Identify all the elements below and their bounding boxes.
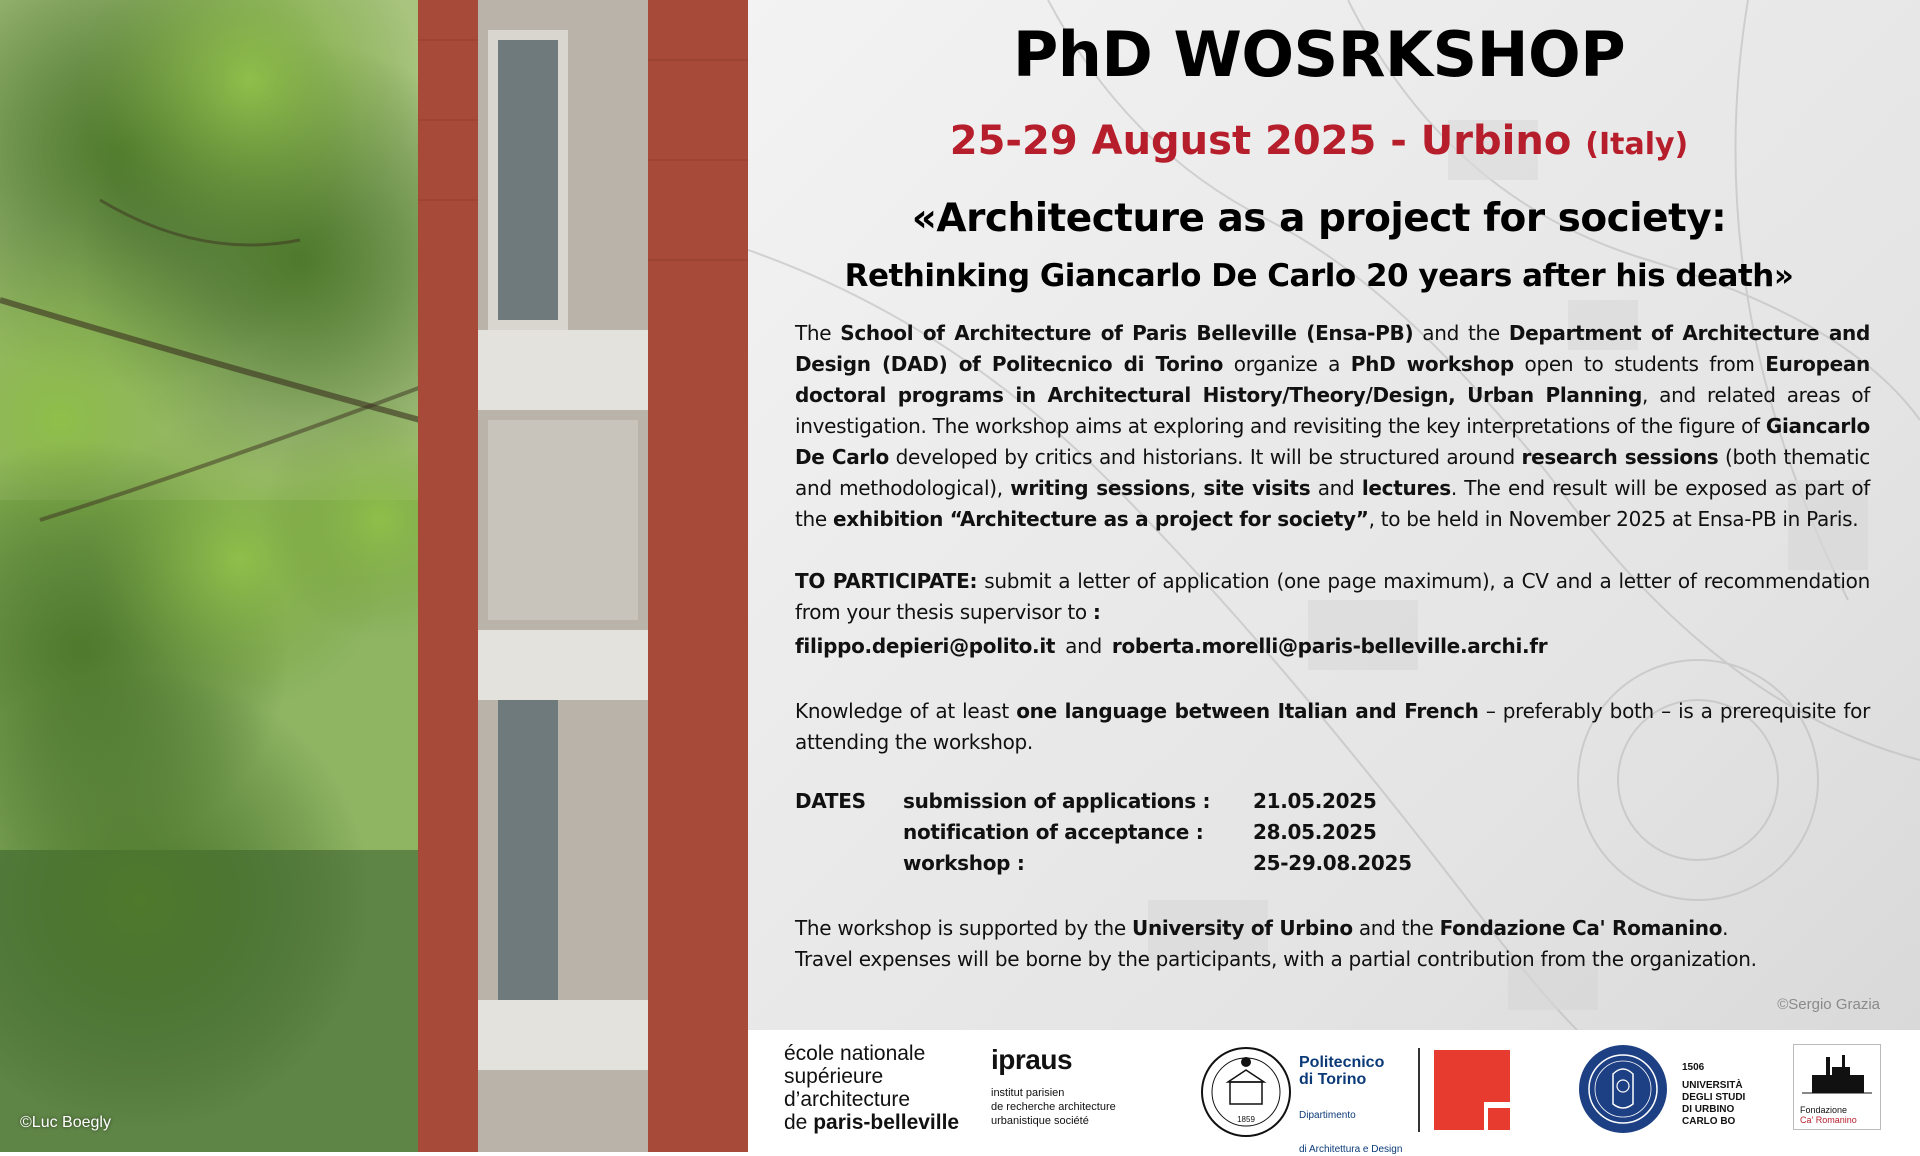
intro-text: , — [1189, 476, 1204, 500]
date-row-key: workshop : — [903, 851, 1025, 875]
intro-paragraph — [795, 318, 1870, 535]
fondazione-line: Ca' Romanino — [1800, 1115, 1857, 1125]
fondazione-logo — [1793, 1044, 1881, 1130]
intro-bold: European doctoral programs in Architectural History/Theory/Design, Urban Planning — [795, 352, 1870, 407]
uniurb-seal-icon — [1578, 1044, 1668, 1134]
date-row-value: 21.05.2025 — [1253, 789, 1377, 813]
polito-text — [1299, 1054, 1402, 1156]
intro-bold: PhD workshop — [1350, 352, 1514, 376]
date-row-value: 25-29.08.2025 — [1253, 851, 1412, 875]
email-link-depieri[interactable]: filippo.depieri@polito.it — [795, 634, 1056, 658]
uniurb-text — [1682, 1062, 1745, 1128]
ipraus-name: ipraus — [991, 1044, 1073, 1075]
subtitle-line-1: «Architecture as a project for society: — [911, 196, 1727, 241]
intro-text: . The end result will be exposed as part of the — [795, 476, 1871, 531]
intro-bold: site visits — [1203, 476, 1311, 500]
uniurb-logo — [1578, 1044, 1758, 1140]
date-row-value: 28.05.2025 — [1253, 820, 1377, 844]
ipraus-desc-line: institut parisien — [991, 1087, 1065, 1099]
fondazione-line: Fondazione — [1800, 1105, 1848, 1115]
polito-seal-icon — [1198, 1044, 1294, 1140]
intro-text: (both thematic and methodological), — [795, 445, 1870, 500]
email-link-morelli[interactable]: roberta.morelli@paris-belleville.archi.fr — [1111, 634, 1548, 658]
contact-emails — [795, 634, 1547, 658]
page-title: PhD WOSRKSHOP — [1012, 18, 1626, 91]
uniurb-line: DI URBINO — [1682, 1104, 1735, 1115]
partner-logos — [748, 1030, 1920, 1155]
ensa-line — [784, 1111, 959, 1134]
uniurb-line: UNIVERSITÀ — [1682, 1080, 1743, 1091]
ipraus-desc-line: urbanistique société — [991, 1115, 1089, 1127]
intro-text: organize a — [1223, 352, 1351, 376]
participate-colon: : — [1092, 600, 1101, 624]
content-panel — [748, 0, 1920, 1030]
ipraus-description — [991, 1086, 1116, 1128]
support-bold: University of Urbino — [1132, 916, 1353, 940]
polito-dept: Dipartimento — [1299, 1110, 1356, 1121]
ca-romanino-house-icon — [1802, 1053, 1872, 1103]
ensa-line-prefix: de — [784, 1111, 814, 1134]
intro-text: developed by critics and historians. It will be structured around — [888, 445, 1522, 469]
ipraus-desc-line: de recherche architecture — [991, 1101, 1116, 1113]
intro-bold: Department of Architecture and Design (DAD) of Politecnico di Torino — [795, 321, 1870, 376]
brick-building-illustration — [418, 0, 748, 1152]
ensa-line: supérieure — [784, 1065, 884, 1088]
support-text: . — [1722, 916, 1729, 940]
intro-text: , and related areas of investigation. The workshop aims at exploring and revisiting the key interpretations of the figure of — [795, 383, 1870, 438]
date-row-key: notification of acceptance : — [903, 820, 1204, 844]
ensa-logo — [784, 1042, 959, 1134]
dad-logo-icon — [1434, 1050, 1510, 1130]
participate-text: submit a letter of application (one page maximum), a CV and a letter of recommendation from your thesis supervisor to — [795, 569, 1870, 624]
support-text: The workshop is supported by the — [795, 916, 1132, 940]
uniurb-line: CARLO BO — [1682, 1116, 1736, 1127]
cover-photo — [0, 0, 748, 1152]
ensa-line: d’architecture — [784, 1088, 911, 1111]
language-text: – preferably both – is a prerequisite for attending the workshop. — [795, 699, 1870, 754]
participate-label: TO PARTICIPATE: — [795, 569, 978, 593]
intro-text: and — [1310, 476, 1362, 500]
intro-bold: exhibition “Architecture as a project for society” — [832, 507, 1369, 531]
participate-paragraph — [795, 566, 1870, 628]
email-separator: and — [1065, 634, 1102, 658]
support-text: and the — [1352, 916, 1440, 940]
polito-name: di Torino — [1299, 1071, 1367, 1088]
country-text: (Italy) — [1585, 127, 1689, 162]
subtitle-line-2: Rethinking Giancarlo De Carlo 20 years after his death» — [844, 258, 1794, 294]
intro-bold: Giancarlo De Carlo — [795, 414, 1870, 469]
logo-divider — [1418, 1048, 1420, 1132]
intro-bold: lectures — [1361, 476, 1451, 500]
language-text: Knowledge of at least — [795, 699, 1017, 723]
dates-label: DATES — [795, 789, 866, 813]
intro-bold: School of Architecture of Paris Belleville (Ensa-PB) — [840, 321, 1414, 345]
intro-bold: writing sessions — [1010, 476, 1190, 500]
polito-dept: di Architettura e Design — [1299, 1144, 1403, 1155]
language-bold: one language between Italian and French — [1016, 699, 1479, 723]
support-bold: Fondazione Ca' Romanino — [1439, 916, 1723, 940]
uniurb-line: DEGLI STUDI — [1682, 1092, 1746, 1103]
fondazione-text — [1800, 1105, 1857, 1125]
date-row-key: submission of applications : — [903, 789, 1211, 813]
polito-seal-year: 1859 — [1237, 1115, 1255, 1124]
ensa-line: école nationale — [784, 1042, 926, 1065]
date-location-text: 25-29 August 2025 - Urbino — [949, 118, 1572, 164]
intro-text: , to be held in November 2025 at Ensa-PB in Paris. — [1368, 507, 1859, 531]
polito-name: Politecnico — [1299, 1054, 1385, 1071]
photo-credit: ©Luc Boegly — [20, 1114, 111, 1131]
language-paragraph — [795, 696, 1870, 758]
date-location — [748, 118, 1890, 164]
intro-text: open to students from — [1513, 352, 1766, 376]
ipraus-logo — [991, 1044, 1116, 1128]
intro-text: The — [795, 321, 841, 345]
intro-bold: research sessions — [1521, 445, 1719, 469]
support-line-2: Travel expenses will be borne by the participants, with a partial contribution from the organization. — [795, 947, 1757, 971]
ensa-line-bold: paris-belleville — [813, 1111, 960, 1134]
support-paragraph — [795, 913, 1870, 975]
background-credit: ©Sergio Grazia — [1777, 996, 1880, 1013]
intro-text: and the — [1413, 321, 1509, 345]
uniurb-year: 1506 — [1682, 1062, 1705, 1073]
